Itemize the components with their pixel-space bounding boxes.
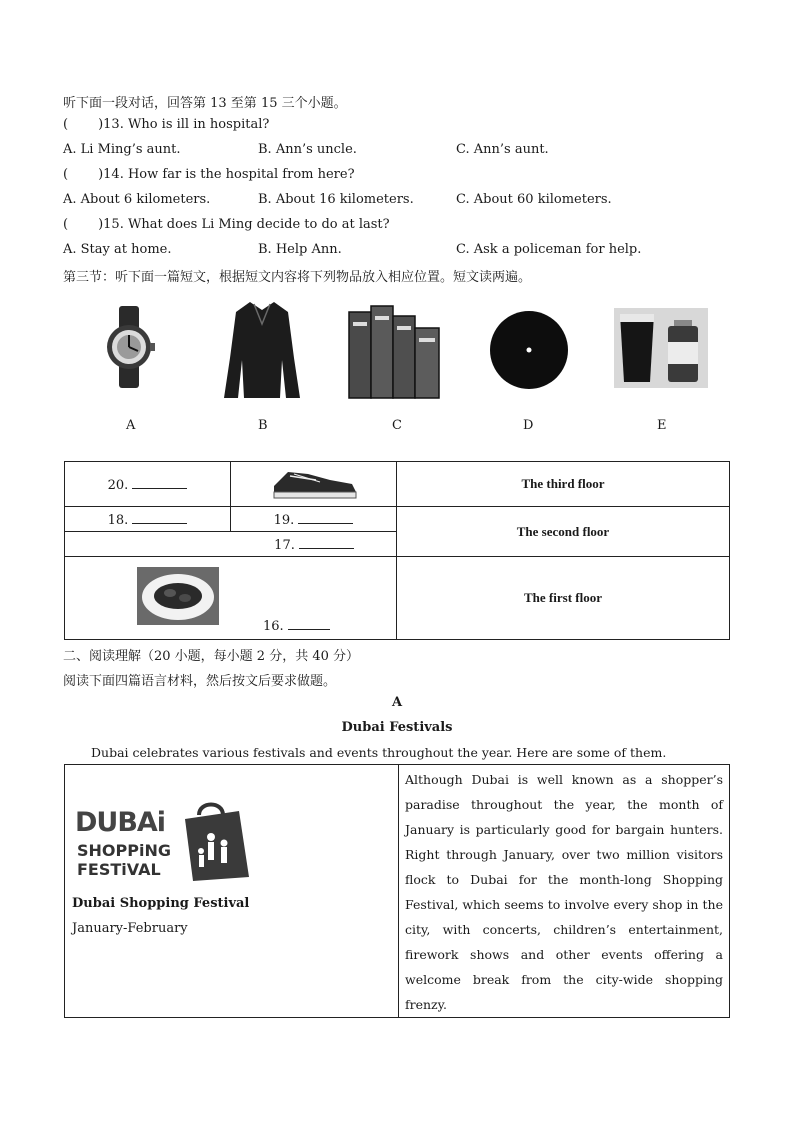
question-text: 13. Who is ill in hospital? — [103, 117, 270, 132]
section-intro: 听下面一段对话，回答第 13 至第 15 三个小题。 — [63, 96, 347, 111]
floor-name-first: The first floor — [397, 557, 730, 640]
floor2-blank-19-cell — [231, 507, 397, 532]
item-label: C — [392, 418, 402, 433]
wristwatch-icon — [102, 306, 158, 388]
answer-paren-open: ( — [63, 217, 69, 232]
drinks-icon — [614, 308, 708, 388]
question-text: 15. What does Li Ming decide to do at last? — [103, 217, 390, 232]
floor-name-third: The third floor — [397, 462, 730, 507]
option-c: C. About 60 kilometers. — [456, 192, 612, 207]
blank-number: 16. — [263, 619, 284, 634]
blank-number: 18. — [107, 512, 129, 528]
answer-blank-16[interactable] — [288, 617, 330, 630]
logo-text: FESTiVAL — [77, 860, 161, 879]
option-a: A. Li Ming’s aunt. — [63, 142, 181, 157]
floor1-blank-16 — [263, 617, 330, 634]
question-text: 14. How far is the hospital from here? — [103, 167, 355, 182]
floor2-blank-17-cell — [65, 532, 397, 557]
floor-table — [64, 461, 730, 640]
option-b: B. About 16 kilometers. — [258, 192, 414, 207]
food-plate-icon — [137, 567, 219, 625]
blank-number: 20. — [107, 477, 129, 493]
answer-paren-open: ( — [63, 117, 69, 132]
festival-name: Dubai Shopping Festival — [72, 896, 250, 911]
passage-title: Dubai Festivals — [341, 720, 453, 735]
option-c: C. Ann’s aunt. — [456, 142, 549, 157]
festival-table — [64, 764, 730, 1018]
option-b: B. Help Ann. — [258, 242, 342, 257]
disc-icon — [489, 310, 569, 390]
floor1-cell — [65, 557, 397, 640]
question-13 — [63, 117, 269, 132]
answer-blank-18[interactable] — [132, 511, 187, 524]
blouse-icon — [220, 298, 304, 402]
question-15 — [63, 217, 390, 232]
sneakers-cell — [231, 462, 397, 507]
logo-text: SHOPPiNG — [77, 841, 171, 860]
dubai-shopping-festival-logo — [75, 797, 245, 887]
festival-dates: January-February — [72, 921, 188, 936]
option-b: B. Ann’s uncle. — [258, 142, 357, 157]
section3-intro: 第三节：听下面一篇短文，根据短文内容将下列物品放入相应位置。短文读两遍。 — [63, 270, 532, 285]
item-label: D — [523, 418, 534, 433]
floor3-blank-cell — [65, 462, 231, 507]
reading-instruction: 阅读下面四篇语言材料，然后按文后要求做题。 — [63, 674, 337, 689]
item-label: B — [258, 418, 268, 433]
passage-intro: Dubai celebrates various festivals and events throughout the year. Here are some of them. — [91, 745, 667, 760]
festival-info-cell — [65, 765, 399, 1018]
passage-letter: A — [391, 695, 403, 710]
floor-name-second: The second floor — [397, 507, 730, 557]
answer-blank-20[interactable] — [132, 476, 187, 489]
item-label: A — [126, 418, 136, 433]
answer-paren-open: ( — [63, 167, 69, 182]
option-a: A. About 6 kilometers. — [63, 192, 211, 207]
answer-paren-close: ) — [98, 167, 104, 182]
answer-blank-17[interactable] — [299, 536, 354, 549]
answer-paren-close: ) — [98, 217, 104, 232]
question-14 — [63, 167, 355, 182]
option-a: A. Stay at home. — [63, 242, 172, 257]
answer-blank-19[interactable] — [298, 511, 353, 524]
shopping-bag-icon — [179, 797, 251, 883]
books-icon — [345, 298, 445, 402]
item-label: E — [657, 418, 667, 433]
blank-number: 17. — [274, 537, 295, 553]
answer-paren-close: ) — [98, 117, 104, 132]
reading-heading: 二、阅读理解（20 小题，每小题 2 分，共 40 分） — [63, 649, 360, 664]
option-c: C. Ask a policeman for help. — [456, 242, 642, 257]
logo-text: DUBAi — [75, 807, 166, 838]
sneakers-icon — [268, 462, 360, 502]
blank-number: 19. — [273, 512, 295, 528]
festival-description: Although Dubai is well known as a shopper’s paradise throughout the year, the month of January is particularly good for bargain hunters. Right through January, over two million visitors flock to Dubai for the month-long Shopping Festival, which seems to involve every shop in the city, with concerts, children’s entertainment, firework shows and other events offering a welcome break from the city-wide shopping frenzy. — [399, 765, 730, 1018]
floor2-blank-18-cell — [65, 507, 231, 532]
